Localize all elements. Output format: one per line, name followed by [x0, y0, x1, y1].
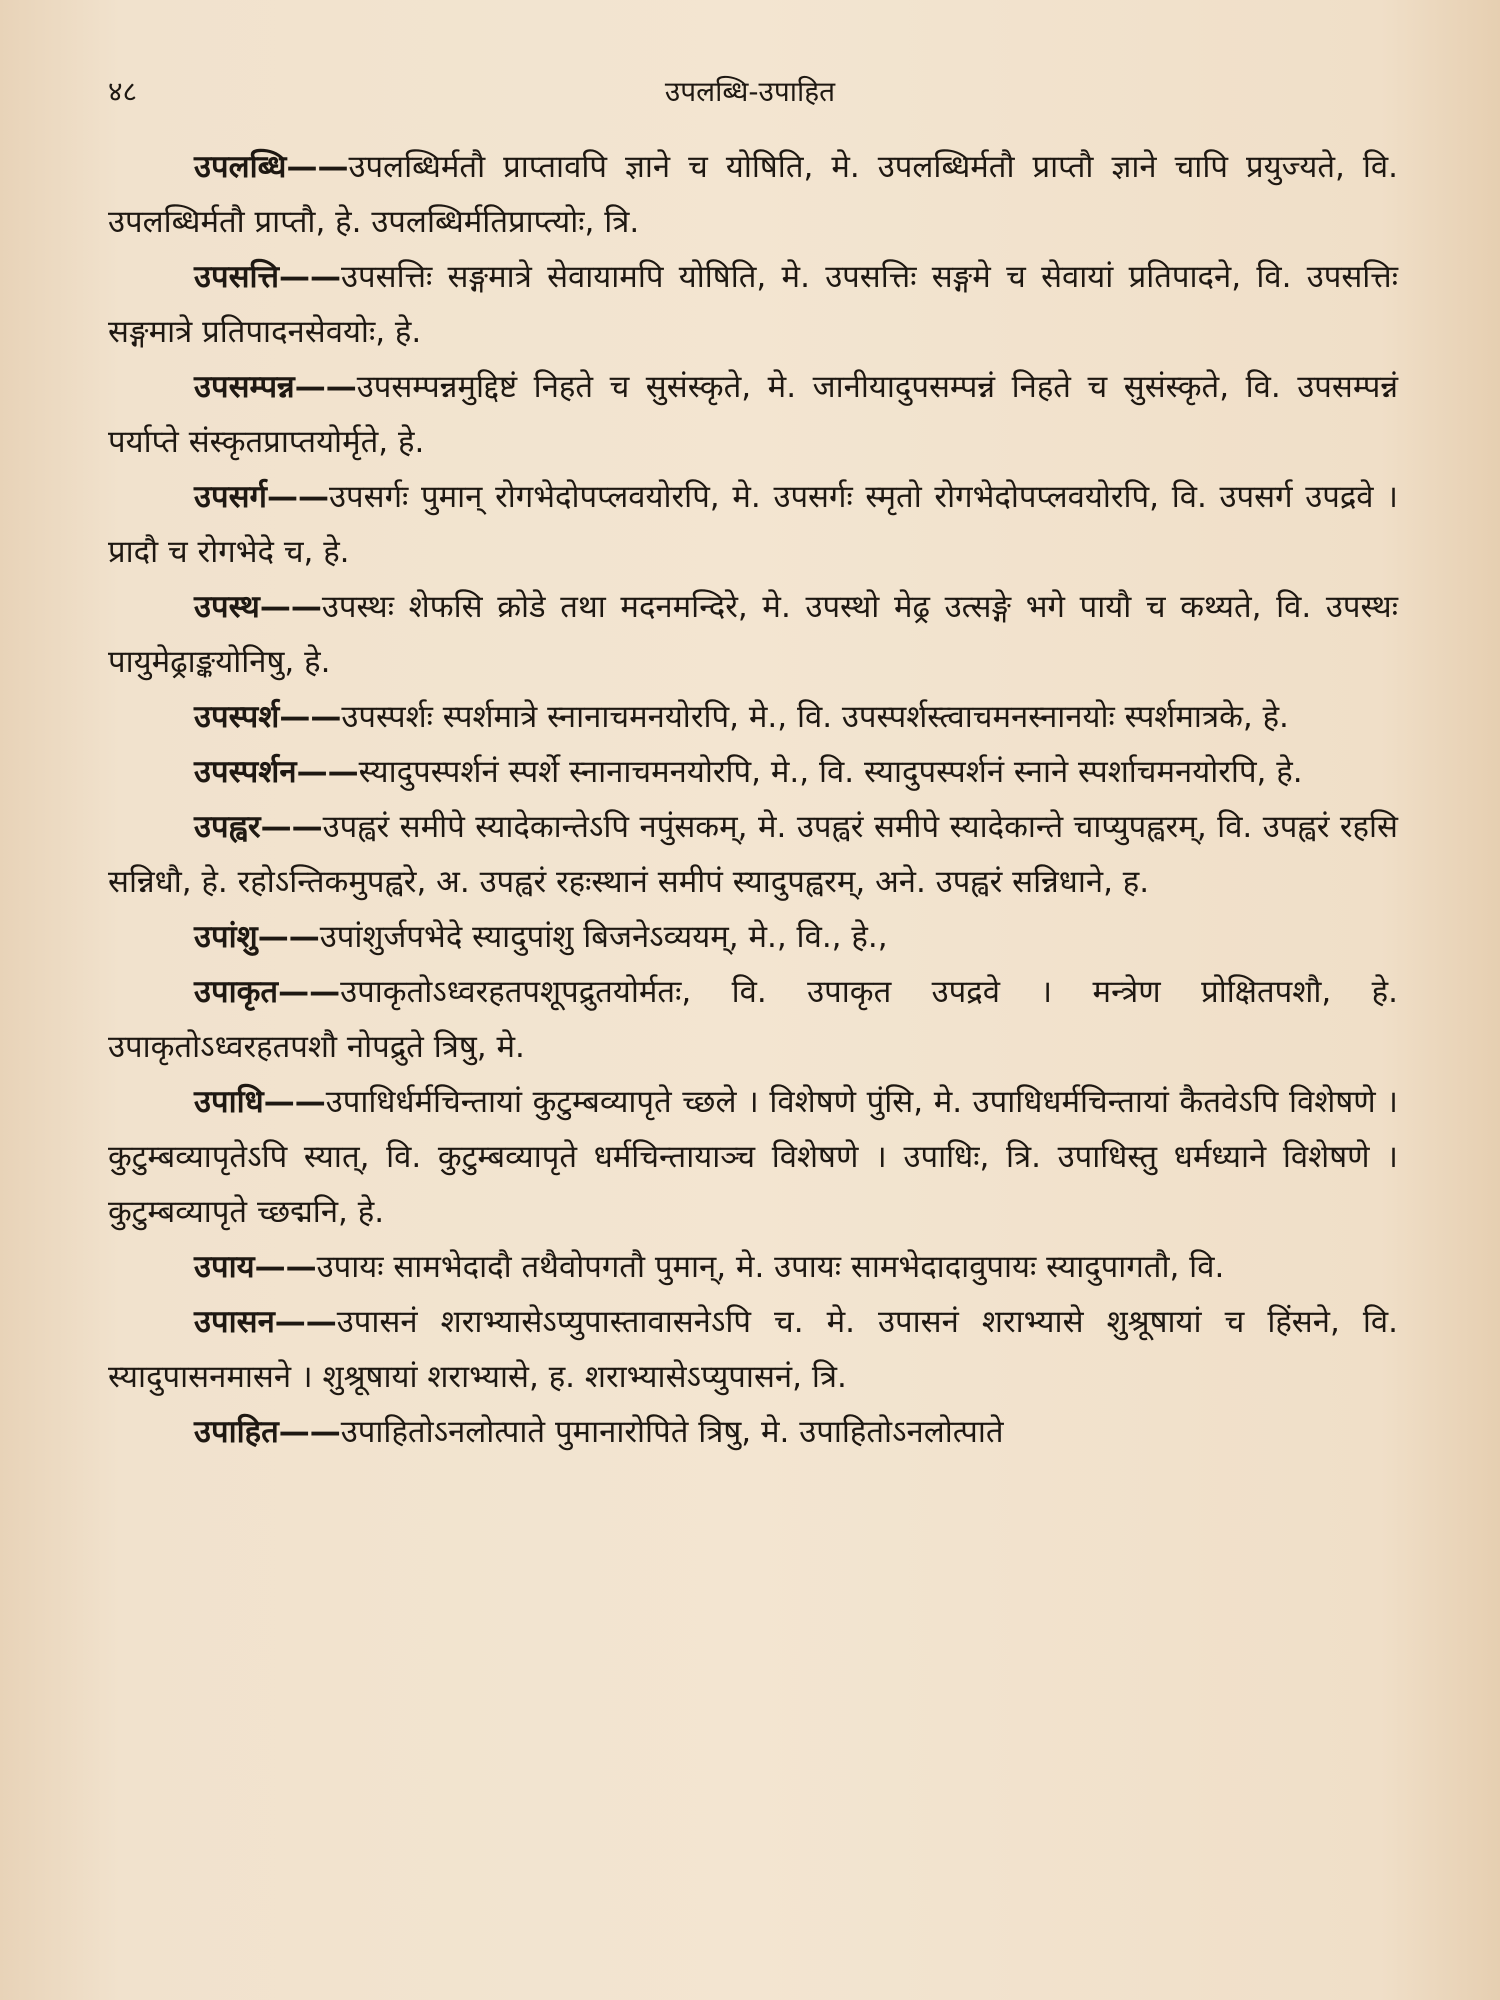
entry-text: उपसर्गः पुमान् रोगभेदोपप्लवयोरपि, मे. उपसर्गः स्मृतो रोगभेदोपप्लवयोरपि, वि. उपसर्ग उपद्रवे । प्रादौ च रोगभेदे च, हे. [108, 479, 1398, 570]
entry-text: उपायः सामभेदादौ तथैवोपगतौ पुमान्, मे. उपायः सामभेदादावुपायः स्यादुपागतौ, वि. [316, 1249, 1225, 1285]
dictionary-entry: उपसम्पन्न——उपसम्पन्नमुद्दिष्टं निहते च सुसंस्कृते, मे. जानीयादुपसम्पन्नं निहते च सुसंस्कृते, वि. उपसम्पन्नं पर्याप्ते संस्कृतप्राप्तयोर्मृते, हे. [108, 369, 1398, 460]
entry-text: उपसत्तिः सङ्गमात्रे सेवायामपि योषिति, मे. उपसत्तिः सङ्गमे च सेवायां प्रतिपादने, वि. उपसत्तिः सङ्गमात्रे प्रतिपादनसेवयोः, हे. [108, 259, 1398, 350]
entry-text: उपाकृतोऽध्वरहतपशूपद्रुतयोर्मतः, वि. उपाकृत उपद्रवे । मन्त्रेण प्रोक्षितपशौ, हे. उपाकृतोऽध्वरहतपशौ नोपद्रुते त्रिषु, मे. [108, 974, 1398, 1065]
entry-text: उपाधिर्धर्मचिन्तायां कुटुम्बव्यापृते च्छले । विशेषणे पुंसि, मे. उपाधिधर्मचिन्तायां कैतवेऽपि विशेषणे । कुटुम्बव्यापृतेऽपि स्यात्, वि. कुटुम्बव्यापृते धर्मचिन्तायाञ्च विशेषणे । उपाधिः, त्रि. उपाधिस्तु धर्मध्याने विशेषणे । कुटुम्बव्यापृते च्छद्मनि, हे. [108, 1084, 1398, 1230]
dictionary-entry: उपांशु——उपांशुर्जपभेदे स्यादुपांशु बिजनेऽव्ययम्, मे., वि., हे., [194, 919, 888, 955]
entry-headword: उपाकृत [194, 974, 279, 1010]
dictionary-entry: उपासन——उपासनं शराभ्यासेऽप्युपास्तावासनेऽपि च. मे. उपासनं शराभ्यासे शुश्रूषायां च हिंसने, वि. स्यादुपासनमासने । शुश्रूषायां शराभ्यासे, ह. शराभ्यासेऽप्युपासनं, त्रि. [108, 1304, 1398, 1395]
dictionary-entry: उपाकृत——उपाकृतोऽध्वरहतपशूपद्रुतयोर्मतः, वि. उपाकृत उपद्रवे । मन्त्रेण प्रोक्षितपशौ, हे. उपाकृतोऽध्वरहतपशौ नोपद्रुते त्रिषु, मे. [108, 974, 1398, 1065]
dictionary-entry: उपसत्ति——उपसत्तिः सङ्गमात्रे सेवायामपि योषिति, मे. उपसत्तिः सङ्गमे च सेवायां प्रतिपादने, वि. उपसत्तिः सङ्गमात्रे प्रतिपादनसेवयोः, हे. [108, 259, 1398, 350]
entry-text: स्यादुपस्पर्शनं स्पर्शे स्नानाचमनयोरपि, मे., वि. स्यादुपस्पर्शनं स्नाने स्पर्शाचमनयोरपि, हे. [358, 754, 1303, 790]
entry-headword: उपाधि [194, 1084, 264, 1120]
entry-headword: उपाय [194, 1249, 255, 1285]
page-header [0, 72, 1500, 112]
entry-text: उपस्थः शेफसि क्रोडे तथा मदनमन्दिरे, मे. उपस्थो मेढ्र उत्सङ्गे भगे पायौ च कथ्यते, वि. उपस्थः पायुमेढ्राङ्कयोनिषु, हे. [108, 589, 1398, 680]
entry-headword: उपह्वर [194, 809, 261, 845]
entry-headword: उपलब्धि [194, 149, 287, 185]
page-number: ४८ [108, 75, 138, 108]
entry-text: उपलब्धिर्मतौ प्राप्तावपि ज्ञाने च योषिति, मे. उपलब्धिर्मतौ प्राप्तौ ज्ञाने चापि प्रयुज्यते, वि. उपलब्धिर्मतौ प्राप्तौ, हे. उपलब्धिर्मतिप्राप्त्योः, त्रि. [108, 149, 1398, 240]
dictionary-entry: उपाहित——उपाहितोऽनलोत्पाते पुमानारोपिते त्रिषु, मे. उपाहितोऽनलोत्पाते [194, 1414, 1004, 1450]
entry-headword: उपस्पर्श [194, 699, 280, 735]
entry-headword: उपसम्पन्न [194, 369, 295, 405]
entry-headword: उपसर्ग [194, 479, 268, 515]
entry-headword: उपसत्ति [194, 259, 280, 295]
entry-headword: उपाहित [194, 1414, 279, 1450]
entry-headword: उपस्थ [194, 589, 260, 625]
entry-text: उपस्पर्शः स्पर्शमात्रे स्नानाचमनयोरपि, मे., वि. उपस्पर्शस्त्वाचमनस्नानयोः स्पर्शमात्रके, हे. [341, 699, 1289, 735]
dictionary-entry: उपस्पर्शन——स्यादुपस्पर्शनं स्पर्शे स्नानाचमनयोरपि, मे., वि. स्यादुपस्पर्शनं स्नाने स्पर्शाचमनयोरपि, हे. [194, 754, 1303, 790]
dictionary-entry: उपह्वर——उपह्वरं समीपे स्यादेकान्तेऽपि नपुंसकम्, मे. उपह्वरं समीपे स्यादेकान्ते चाप्युपह्वरम्, वि. उपह्वरं रहसि सन्निधौ, हे. रहोऽन्तिकमुपह्वरे, अ. उपह्वरं रहःस्थानं समीपं स्यादुपह्वरम्, अने. उपह्वरं सन्निधाने, ह. [108, 809, 1398, 900]
entry-headword: उपासन [194, 1304, 275, 1340]
running-head: उपलब्धि-उपाहित [664, 75, 836, 108]
entry-headword: उपांशु [194, 919, 258, 955]
dictionary-entry: उपसर्ग——उपसर्गः पुमान् रोगभेदोपप्लवयोरपि, मे. उपसर्गः स्मृतो रोगभेदोपप्लवयोरपि, वि. उपसर्ग उपद्रवे । प्रादौ च रोगभेदे च, हे. [108, 479, 1398, 570]
entry-text: उपह्वरं समीपे स्यादेकान्तेऽपि नपुंसकम्, मे. उपह्वरं समीपे स्यादेकान्ते चाप्युपह्वरम्, वि. उपह्वरं रहसि सन्निधौ, हे. रहोऽन्तिकमुपह्वरे, अ. उपह्वरं रहःस्थानं समीपं स्यादुपह्वरम्, अने. उपह्वरं सन्निधाने, ह. [108, 809, 1398, 900]
entry-text: उपाहितोऽनलोत्पाते पुमानारोपिते त्रिषु, मे. उपाहितोऽनलोत्पाते [340, 1414, 1004, 1450]
dictionary-entry: उपाधि——उपाधिर्धर्मचिन्तायां कुटुम्बव्यापृते च्छले । विशेषणे पुंसि, मे. उपाधिधर्मचिन्तायां कैतवेऽपि विशेषणे । कुटुम्बव्यापृतेऽपि स्यात्, वि. कुटुम्बव्यापृते धर्मचिन्तायाञ्च विशेषणे । उपाधिः, त्रि. उपाधिस्तु धर्मध्याने विशेषणे । कुटुम्बव्यापृते च्छद्मनि, हे. [108, 1084, 1398, 1230]
dictionary-entry: उपस्थ——उपस्थः शेफसि क्रोडे तथा मदनमन्दिरे, मे. उपस्थो मेढ्र उत्सङ्गे भगे पायौ च कथ्यते, वि. उपस्थः पायुमेढ्राङ्कयोनिषु, हे. [108, 589, 1398, 680]
entries-body [108, 140, 1398, 1460]
dictionary-entry: उपस्पर्श——उपस्पर्शः स्पर्शमात्रे स्नानाचमनयोरपि, मे., वि. उपस्पर्शस्त्वाचमनस्नानयोः स्पर्शमात्रके, हे. [194, 699, 1289, 735]
entry-text: उपासनं शराभ्यासेऽप्युपास्तावासनेऽपि च. मे. उपासनं शराभ्यासे शुश्रूषायां च हिंसने, वि. स्यादुपासनमासने । शुश्रूषायां शराभ्यासे, ह. शराभ्यासेऽप्युपासनं, त्रि. [108, 1304, 1398, 1395]
entry-text: उपांशुर्जपभेदे स्यादुपांशु बिजनेऽव्ययम्, मे., वि., हे., [319, 919, 888, 955]
dictionary-entry: उपलब्धि——उपलब्धिर्मतौ प्राप्तावपि ज्ञाने च योषिति, मे. उपलब्धिर्मतौ प्राप्तौ ज्ञाने चापि प्रयुज्यते, वि. उपलब्धिर्मतौ प्राप्तौ, हे. उपलब्धिर्मतिप्राप्त्योः, त्रि. [108, 149, 1398, 240]
entry-text: उपसम्पन्नमुद्दिष्टं निहते च सुसंस्कृते, मे. जानीयादुपसम्पन्नं निहते च सुसंस्कृते, वि. उपसम्पन्नं पर्याप्ते संस्कृतप्राप्तयोर्मृते, हे. [108, 369, 1398, 460]
entry-headword: उपस्पर्शन [194, 754, 297, 790]
dictionary-entry: उपाय——उपायः सामभेदादौ तथैवोपगतौ पुमान्, मे. उपायः सामभेदादावुपायः स्यादुपागतौ, वि. [194, 1249, 1225, 1285]
